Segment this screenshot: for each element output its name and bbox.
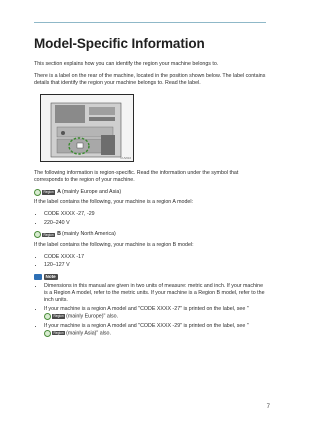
info-paragraph: The following information is region-specific. Read the information under the symbol that corresponds to the region of your machine. — [34, 169, 239, 183]
header-rule — [34, 22, 266, 23]
region-description: (mainly North America) — [61, 231, 116, 238]
machine-rear-photo — [40, 94, 134, 162]
region-badge: Region — [53, 331, 64, 336]
globe-icon — [44, 330, 51, 337]
note-heading — [34, 274, 268, 280]
region-letter: B — [57, 231, 61, 238]
list-item — [44, 306, 268, 321]
list-item: • CODE XXXX -27, -29 — [44, 211, 268, 218]
note-label: Note — [45, 273, 56, 279]
list-item: • 220–240 V — [44, 220, 268, 227]
list-item: • CODE XXXX -17 — [44, 254, 268, 261]
page-number: 7 — [266, 404, 270, 410]
note-text: (mainly Asia)" also. — [66, 330, 111, 337]
region-badge: Region — [43, 190, 54, 195]
note-text: If your machine is a region A model and "CODE XXXX -29" is printed on the label, see " — [44, 323, 249, 330]
globe-icon — [44, 313, 51, 320]
region-badge: Region — [53, 314, 64, 319]
note-text: (mainly Europe)" also. — [66, 313, 119, 320]
region-b-list — [34, 254, 268, 270]
region-description: (mainly Europe and Asia) — [61, 189, 122, 196]
machine-illustration — [41, 95, 133, 161]
region-a-symbol — [44, 330, 65, 336]
list-item: • 120–127 V — [44, 262, 268, 269]
page-content — [34, 36, 268, 342]
list-item — [44, 323, 268, 338]
region-letter: A — [57, 189, 61, 196]
label-paragraph: There is a label on the rear of the machine, located in the position shown below. The label contains details that identify the region your machine belongs to. Read the label. — [34, 73, 266, 87]
intro-text: This section explains how you can identify the region your machine belongs to. — [34, 61, 219, 67]
region-a-heading — [34, 189, 268, 196]
page-title: Model-Specific Information — [34, 36, 205, 51]
globe-icon — [34, 189, 41, 196]
note-icon — [34, 274, 42, 280]
region-b-lead: If the label contains the following, your machine is a region B model: — [34, 241, 194, 248]
region-a-lead: If the label contains the following, your machine is a region A model: — [34, 199, 193, 206]
region-a-symbol — [44, 313, 65, 319]
region-b-symbol — [34, 232, 55, 238]
region-a-list — [34, 211, 268, 227]
list-item: • Dimensions in this manual are given in two units of measure: metric and inch. If your machine is a Region A model, refer to the metric units. If your machine is a Region B model, refer to the inch units. — [44, 283, 268, 305]
region-badge: Region — [43, 232, 54, 237]
figure-code: CUV016 — [120, 155, 131, 160]
note-list — [34, 283, 268, 338]
region-a-symbol — [34, 190, 55, 196]
note-text: If your machine is a region A model and "CODE XXXX -27" is printed on the label, see " — [44, 306, 249, 313]
globe-icon — [34, 231, 41, 238]
region-b-heading — [34, 231, 268, 238]
